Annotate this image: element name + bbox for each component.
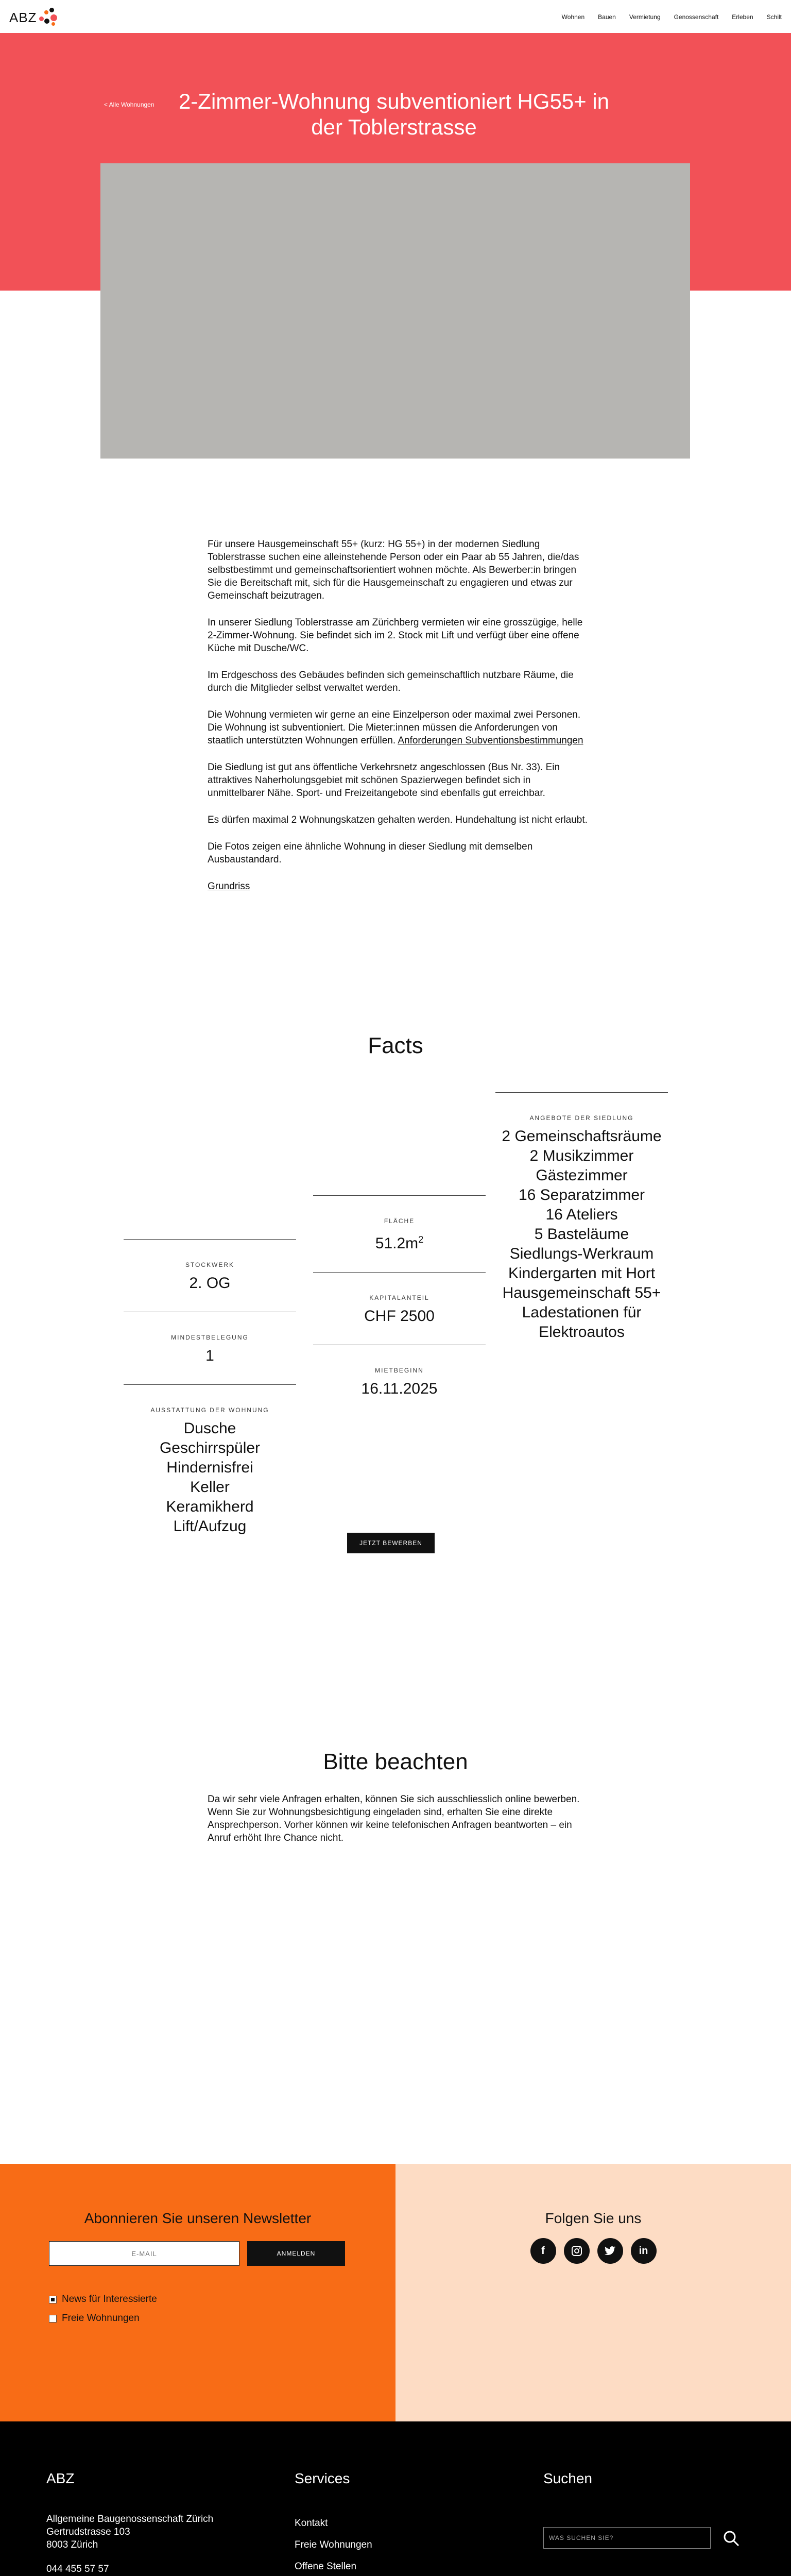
- facts-column-left: [124, 1239, 296, 1555]
- description-paragraph: Die Siedlung ist gut ans öffentliche Verkehrsnetz angeschlossen (Bus Nr. 33). Ein attraktives Naherholungsgebiet mit schönen Spazierwegen befindet sich in unmittelbarer Nähe. Sport- und Freizeitangebote sind ebenfalls gut erreichbar.: [208, 762, 560, 799]
- equipment-item: Hindernisfrei: [166, 1459, 253, 1476]
- amenity-item: Ladestationen für Elektroautos: [522, 1304, 642, 1341]
- back-to-listings-link[interactable]: < Alle Wohnungen: [104, 101, 154, 108]
- footer: [0, 2421, 791, 2576]
- amenity-item: 5 Basteläume: [534, 1226, 629, 1243]
- newsletter-panel: [0, 2164, 396, 2421]
- fact-label: FLÄCHE: [384, 1217, 415, 1225]
- amenity-item: Kindergarten mit Hort: [508, 1265, 656, 1282]
- notice-title: Bitte beachten: [323, 1749, 468, 1774]
- fact-value-list: [124, 1419, 296, 1536]
- search-icon[interactable]: [723, 2530, 740, 2550]
- city: 8003 Zürich: [46, 2539, 98, 2550]
- apply-now-button[interactable]: JETZT BEWERBEN: [347, 1533, 435, 1553]
- footer-address-column: [46, 2470, 213, 2576]
- logo-text: ABZ: [9, 9, 37, 25]
- description-paragraph: Es dürfen maximal 2 Wohnungskatzen gehalten werden. Hundehaltung ist nicht erlaubt.: [208, 815, 588, 825]
- facts-column-middle: [313, 1195, 486, 1417]
- option-free-apartments[interactable]: [49, 2313, 140, 2324]
- logo-dots-icon: [38, 7, 59, 28]
- abz-logo[interactable]: [9, 7, 59, 28]
- social-links: [396, 2238, 791, 2264]
- fact-mindestbelegung: [124, 1312, 296, 1384]
- service-link[interactable]: Offene Stellen: [295, 2561, 357, 2572]
- services-list: [295, 2513, 419, 2576]
- fact-ausstattung: [124, 1384, 296, 1555]
- checkbox-checked[interactable]: [49, 2296, 57, 2303]
- fact-value: [313, 1230, 486, 1253]
- service-link[interactable]: Kontakt: [295, 2518, 328, 2529]
- fact-value: CHF 2500: [364, 1308, 435, 1325]
- nav-erleben[interactable]: Erleben: [732, 13, 753, 21]
- area-value: 51.2m: [375, 1235, 419, 1252]
- search-input[interactable]: [543, 2527, 711, 2549]
- fact-value: 1: [205, 1347, 214, 1364]
- page-title: 2-Zimmer-Wohnung subventioniert HG55+ in der Toblerstrasse: [178, 89, 610, 139]
- amenity-item: 2 Musikzimmer: [529, 1147, 634, 1164]
- nav-schilt[interactable]: Schilt: [766, 13, 782, 21]
- main-nav: [562, 13, 782, 21]
- nav-wohnen[interactable]: Wohnen: [561, 13, 585, 21]
- facts-section: [0, 907, 791, 1695]
- fact-angebote: [495, 1092, 668, 1361]
- footer-title-services: Services: [295, 2470, 350, 2486]
- fact-flaeche: [313, 1195, 486, 1272]
- equipment-item: Dusche: [183, 1420, 236, 1437]
- checkbox[interactable]: [49, 2315, 57, 2323]
- fact-label: AUSSTATTUNG DER WOHNUNG: [150, 1406, 269, 1414]
- equipment-item: Geschirrspüler: [159, 1439, 261, 1456]
- subsidy-requirements-link[interactable]: Anforderungen Subventionsbestimmungen: [398, 735, 583, 746]
- service-link[interactable]: Freie Wohnungen: [295, 2539, 372, 2550]
- equipment-item: Lift/Aufzug: [173, 1518, 247, 1535]
- footer-title-search: Suchen: [543, 2470, 592, 2486]
- footer-search-column: [543, 2470, 592, 2513]
- facebook-icon[interactable]: f: [530, 2238, 556, 2264]
- description-paragraph: Die Fotos zeigen eine ähnliche Wohnung in dieser Siedlung mit demselben Ausbaustandard.: [208, 841, 533, 865]
- fact-label: STOCKWERK: [185, 1261, 235, 1268]
- nav-vermietung[interactable]: Vermietung: [629, 13, 661, 21]
- amenity-item: 16 Ateliers: [545, 1206, 618, 1223]
- street: Gertrudstrasse 103: [46, 2527, 130, 2537]
- fact-label: ANGEBOTE DER SIEDLUNG: [529, 1114, 634, 1122]
- subscribe-button[interactable]: ANMELDEN: [247, 2241, 345, 2266]
- fact-kapitalanteil: [313, 1272, 486, 1345]
- fact-value: 16.11.2025: [361, 1380, 438, 1397]
- floorplan-link[interactable]: Grundriss: [208, 881, 250, 892]
- amenity-item: Gästezimmer: [536, 1167, 628, 1184]
- fact-label: MIETBEGINN: [375, 1367, 424, 1374]
- amenity-item: 16 Separatzimmer: [518, 1187, 645, 1204]
- hero-section: [0, 33, 791, 291]
- top-navigation: [0, 0, 791, 33]
- area-unit-exponent: 2: [418, 1234, 424, 1245]
- newsletter-title: Abonnieren Sie unseren Newsletter: [84, 2210, 312, 2226]
- description-paragraph: In unserer Siedlung Toblerstrasse am Zürichberg vermieten wir eine grosszügige, helle 2-Zimmer-Wohnung. Sie befindet sich im 2. Stock mit Lift und verfügt über eine offene Küche mit Dusche/WC.: [208, 617, 583, 654]
- twitter-icon[interactable]: [597, 2238, 623, 2264]
- org-name: Allgemeine Baugenossenschaft Zürich: [46, 2514, 214, 2524]
- fact-stockwerk: [124, 1239, 296, 1312]
- follow-title: Folgen Sie uns: [545, 2210, 642, 2226]
- fact-label: KAPITALANTEIL: [369, 1294, 429, 1301]
- fact-label: MINDESTBELEGUNG: [171, 1334, 249, 1341]
- description-paragraph: [208, 880, 589, 893]
- description-paragraph: Für unsere Hausgemeinschaft 55+ (kurz: HG 55+) in der modernen Siedlung Toblerstrasse suchen eine alleinstehende Person oder ein Paar ab 55 Jahren, die/das selbstbestimmt und gemeinschaftsorientiert wohnen möchte. Als Bewerber:in bringen Sie die Bereitschaft mit, sich für die Hausgemeinschaft zu engagieren und etwas zur Gemeinschaft beizutragen.: [208, 539, 579, 601]
- newsletter-band: [0, 2164, 791, 2421]
- equipment-item: Keller: [190, 1479, 230, 1496]
- linkedin-icon[interactable]: in: [631, 2238, 657, 2264]
- email-input[interactable]: [49, 2241, 239, 2266]
- option-label: Freie Wohnungen: [62, 2313, 140, 2324]
- facts-column-right: [495, 1092, 668, 1361]
- notice-section: [0, 1695, 791, 2164]
- nav-genossenschaft[interactable]: Genossenschaft: [674, 13, 719, 21]
- option-label: News für Interessierte: [62, 2294, 157, 2304]
- instagram-icon[interactable]: [564, 2238, 590, 2264]
- description-paragraph: [208, 708, 589, 747]
- option-news[interactable]: [49, 2294, 157, 2305]
- apartment-photo[interactable]: [100, 163, 690, 459]
- fact-value-list: [495, 1127, 668, 1342]
- nav-bauen[interactable]: Bauen: [598, 13, 616, 21]
- follow-panel: [396, 2164, 791, 2421]
- facts-title: Facts: [368, 1033, 423, 1058]
- amenity-item: Siedlungs-Werkraum: [509, 1245, 654, 1262]
- footer-services-column: [295, 2470, 419, 2576]
- footer-title-abz: ABZ: [46, 2470, 75, 2486]
- fact-value: 2. OG: [189, 1275, 231, 1292]
- description-text: Die Wohnung vermieten wir gerne an eine Einzelperson oder maximal zwei Personen. Die Wohnung ist subventioniert. Die Mieter:innen müssen die Anforderungen von staatlich unterstützten Wohnungen erfüllen.: [208, 709, 581, 746]
- notice-text: Da wir sehr viele Anfragen erhalten, können Sie sich ausschliesslich online bewerben. Wenn Sie zur Wohnungsbesichtigung eingeladen sind, erhalten Sie eine direkte Ansprechperson. Vorher können wir keine telefonischen Anfragen beantworten – ein Anruf erhöht Ihre Chance nicht.: [208, 1794, 580, 1843]
- equipment-item: Keramikherd: [166, 1498, 254, 1515]
- amenity-item: Hausgemeinschaft 55+: [502, 1284, 661, 1301]
- phone[interactable]: 044 455 57 57: [46, 2564, 109, 2574]
- description-paragraph: Im Erdgeschoss des Gebäudes befinden sich gemeinschaftlich nutzbare Räume, die durch die Mitglieder selbst verwaltet werden.: [208, 670, 574, 693]
- fact-mietbeginn: [313, 1345, 486, 1417]
- amenity-item: 2 Gemeinschaftsräume: [502, 1128, 662, 1145]
